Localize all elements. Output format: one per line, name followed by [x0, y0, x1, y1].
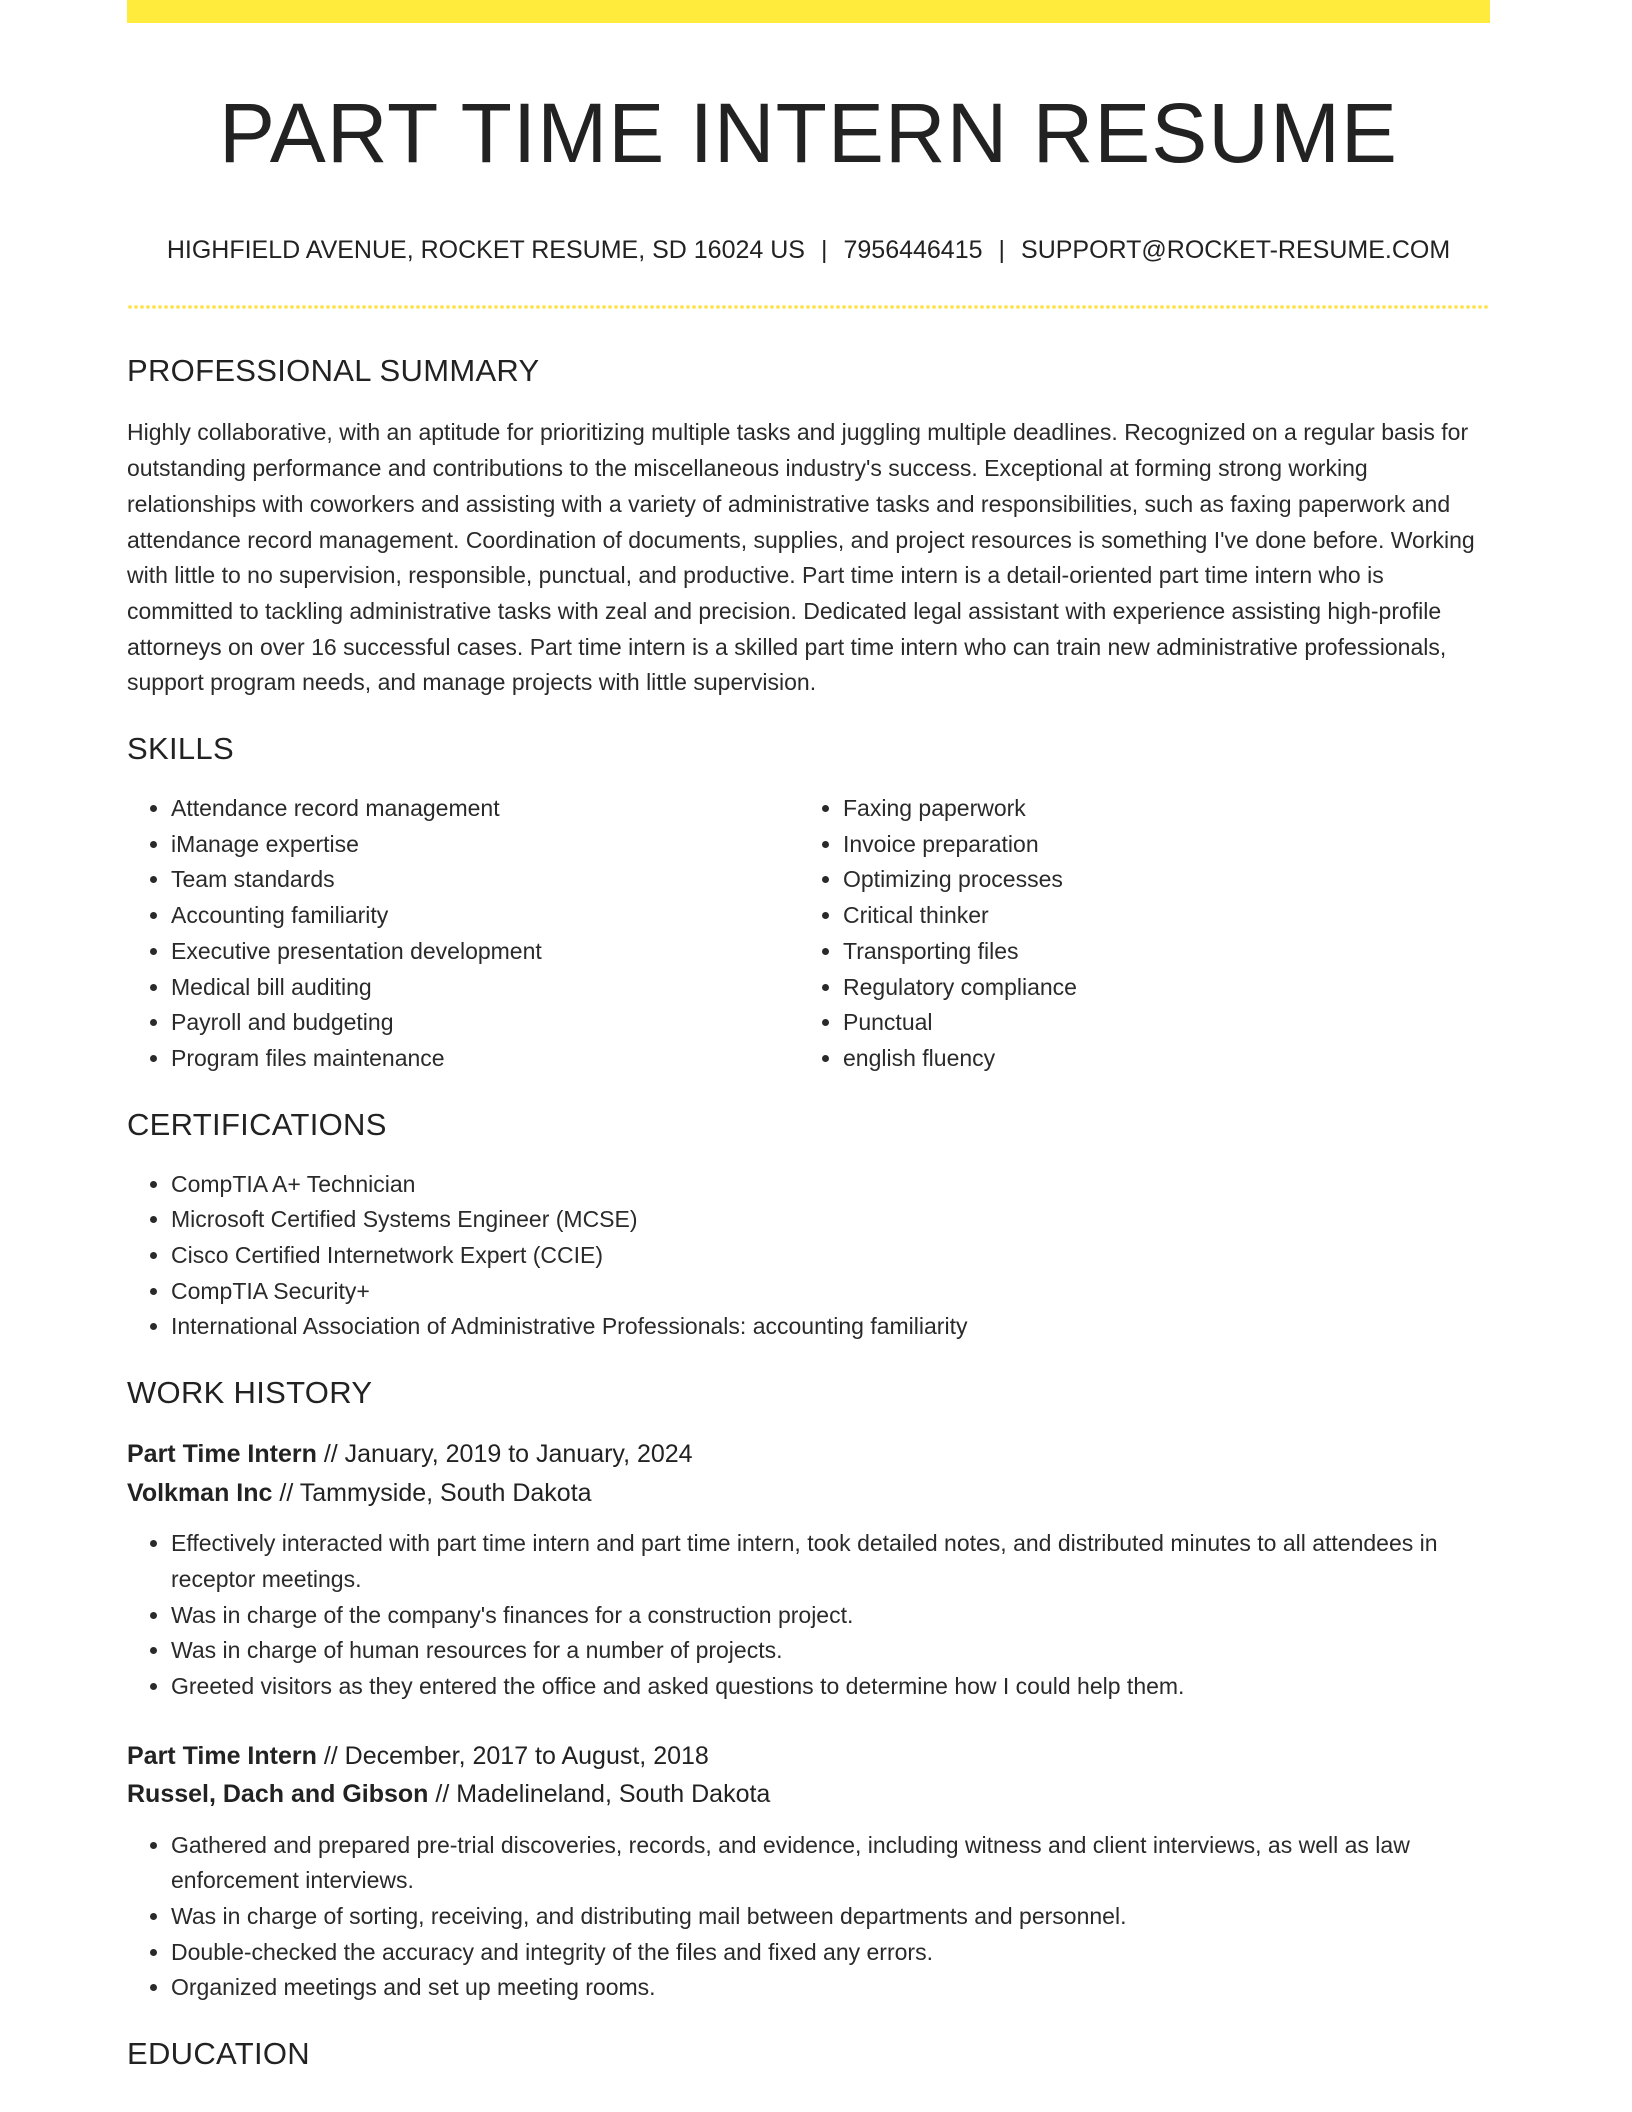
job-bullet: • Greeted visitors as they entered the office and asked questions to determine how I could help them. [171, 1669, 1490, 1705]
job-title: Part Time Intern [127, 1741, 317, 1770]
skill-item: • Payroll and budgeting [171, 1005, 799, 1041]
skill-item: • Attendance record management [171, 791, 799, 827]
job-bullet: • Effectively interacted with part time intern and part time intern, took detailed notes, and distributed minutes to all attendees in receptor meetings. [171, 1526, 1490, 1597]
skills-list-left [127, 791, 799, 1077]
section-heading-education: EDUCATION [127, 2036, 310, 2072]
resume-title: PART TIME INTERN RESUME [219, 86, 1398, 180]
section-heading-certifications: CERTIFICATIONS [127, 1106, 387, 1142]
job-bullet: • Was in charge of sorting, receiving, and distributing mail between departments and personnel. [171, 1899, 1490, 1935]
skill-item: • Program files maintenance [171, 1041, 799, 1077]
work-history-section [127, 1375, 1490, 2006]
skill-item: • Faxing paperwork [843, 791, 1471, 827]
job-company-line [127, 1775, 1490, 1814]
skill-item: • Accounting familiarity [171, 898, 799, 934]
skill-item: • Medical bill auditing [171, 970, 799, 1006]
skill-item: • Transporting files [843, 934, 1471, 970]
job-company: Volkman Inc [127, 1478, 273, 1507]
contact-separator: | [998, 236, 1006, 265]
section-heading-work-history: WORK HISTORY [127, 1375, 373, 1411]
skills-columns [127, 791, 1490, 1077]
skill-item: • Regulatory compliance [843, 970, 1471, 1006]
job-bullet: • Double-checked the accuracy and integrity of the files and fixed any errors. [171, 1935, 1490, 1971]
job-bullet: • Organized meetings and set up meeting rooms. [171, 1970, 1490, 2006]
contact-address: HIGHFIELD AVENUE, ROCKET RESUME, SD 16024 US [166, 236, 805, 265]
skill-item: • Team standards [171, 862, 799, 898]
job-bullet-list [127, 1828, 1490, 2007]
job-bullet-list [127, 1526, 1490, 1705]
job-company: Russel, Dach and Gibson [127, 1780, 429, 1809]
section-heading-skills: SKILLS [127, 731, 234, 767]
certification-item: • CompTIA A+ Technician [171, 1167, 1490, 1203]
skill-item: • iManage expertise [171, 827, 799, 863]
skill-item: • Critical thinker [843, 898, 1471, 934]
job-entry [127, 1737, 1490, 2007]
certification-item: • International Association of Administrative Professionals: accounting familiarity [171, 1309, 1490, 1345]
job-dates: // December, 2017 to August, 2018 [316, 1741, 709, 1770]
job-bullet: • Gathered and prepared pre-trial discoveries, records, and evidence, including witness and client interviews, as well as law enforcement interviews. [171, 1828, 1490, 1899]
education-section [127, 2036, 1490, 2072]
contact-email: SUPPORT@ROCKET-RESUME.COM [1021, 236, 1451, 265]
skill-item: • english fluency [843, 1041, 1471, 1077]
certification-item: • Microsoft Certified Systems Engineer (MCSE) [171, 1202, 1490, 1238]
skills-section [127, 731, 1490, 1077]
job-title-line [127, 1737, 1490, 1776]
job-dates: // January, 2019 to January, 2024 [316, 1440, 693, 1469]
certification-item: • CompTIA Security+ [171, 1274, 1490, 1310]
job-title: Part Time Intern [127, 1440, 317, 1469]
accent-top-bar [127, 0, 1490, 23]
certification-item: • Cisco Certified Internetwork Expert (CCIE) [171, 1238, 1490, 1274]
contact-line [127, 235, 1490, 265]
skills-list-right [799, 791, 1471, 1077]
resume-page [127, 0, 1490, 2072]
job-location: // Tammyside, South Dakota [272, 1478, 592, 1507]
job-title-line [127, 1435, 1490, 1474]
job-bullet: • Was in charge of the company's finances for a construction project. [171, 1598, 1490, 1634]
professional-summary-section [127, 353, 1490, 701]
certifications-list [127, 1167, 1490, 1346]
skill-item: • Invoice preparation [843, 827, 1471, 863]
certifications-section [127, 1107, 1490, 1346]
summary-text: Highly collaborative, with an aptitude for prioritizing multiple tasks and juggling multiple deadlines. Recognized on a regular basis for outstanding performance and contributions to the miscellaneous industry's success. Exceptional at forming strong working relationships with coworkers and assisting with a variety of administrative tasks and responsibilities, such as faxing paperwork and attendance record management. Coordination of documents, supplies, and project resources is something I've done before. Working with little to no supervision, responsible, punctual, and productive. Part time intern is a detail-oriented part time intern who is committed to tackling administrative tasks with zeal and precision. Dedicated legal assistant with experience assisting high-profile attorneys on over 16 successful cases. Part time intern is a skilled part time intern who can train new administrative professionals, support program needs, and manage projects with little supervision. [127, 419, 1475, 696]
job-entry [127, 1435, 1490, 1705]
job-location: // Madelineland, South Dakota [428, 1780, 771, 1809]
skill-item: • Punctual [843, 1005, 1471, 1041]
section-heading-summary: PROFESSIONAL SUMMARY [127, 353, 540, 389]
skill-item: • Optimizing processes [843, 862, 1471, 898]
contact-separator: | [820, 236, 828, 265]
skill-item: • Executive presentation development [171, 934, 799, 970]
contact-phone: 7956446415 [843, 236, 983, 265]
job-company-line [127, 1474, 1490, 1513]
dotted-divider [127, 305, 1490, 309]
job-bullet: • Was in charge of human resources for a number of projects. [171, 1633, 1490, 1669]
